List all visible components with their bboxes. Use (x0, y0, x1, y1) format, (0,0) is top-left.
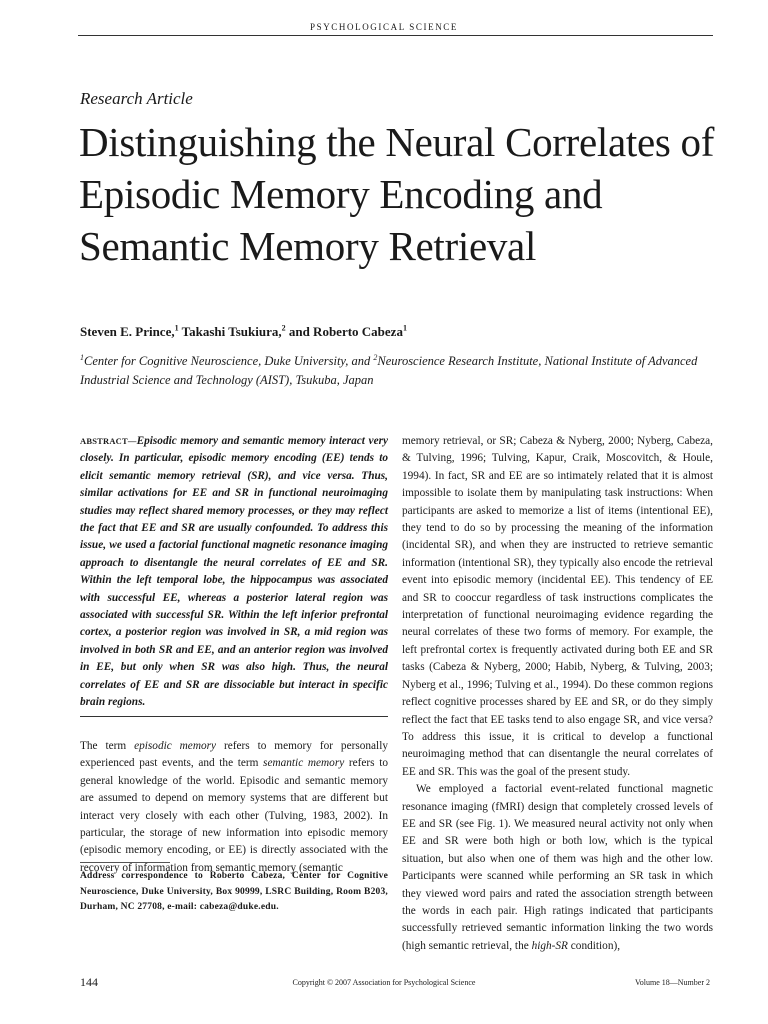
intro-paragraph (80, 738, 388, 877)
right-column (402, 433, 713, 955)
footnote-rule (80, 862, 170, 863)
abstract-rule (80, 716, 388, 717)
body-paragraph: memory retrieval, or SR; Cabeza & Nyberg, 2000; Nyberg, Cabeza, & Tulving, 1996; Tulving, Kapur, Craik, Moscovitch, & Houle, 1994). In fact, SR and EE are so intimately related that it is almost impossible to isolate them by manipulating task instructions: When participants are asked to memorize a list of items (intentional EE), they tend to do so by processing the meaning of the information (incidental SR), and when they are instructed to retrieve semantic information (intentional SR), they typically also encode the retrieval event into episodic memory (incidental EE). This tendency of EE and SR to cooccur regardless of task instructions complicates the interpretation of functional neuroimaging evidence regarding the neural correlates of these two forms of memory. For example, the left prefrontal cortex is frequently activated during both EE and SR tasks (Cabeza & Nyberg, 2000; Habib, Nyberg, & Tulving, 2003; Nyberg et al., 1996; Tulving et al., 1994). Do these common regions reflect cognitive processes shared by EE and SR, or do they simply reflect the fact that EE tasks tend to also engage SR, and vice versa? To address this issue, it is critical to develop a functional neuroimaging method that can disentangle the neural correlates of EE and SR. This was the goal of the present study. (402, 435, 713, 778)
article-type: Research Article (80, 89, 193, 108)
author-name: and Roberto Cabeza (288, 324, 403, 339)
condition-term: high-SR (531, 939, 568, 952)
affil-mark: 1 (80, 352, 84, 362)
author-name: Steven E. Prince, (80, 324, 175, 339)
text-run: refers to general knowledge of the world. Episodic and semantic memory are assumed to depend on memory systems that are different but interact very closely with each other (Tulving, 1983, 2002). In particular, the storage of new information into episodic memory (episodic memory encoding, or EE) is directly associated with the recovery of information from semantic memory (semantic (80, 757, 388, 874)
journal-name: PSYCHOLOGICAL SCIENCE (309, 22, 459, 32)
author-list (80, 324, 407, 340)
author-affil-mark: 1 (402, 323, 407, 333)
body-paragraph (402, 781, 713, 955)
intro-column (80, 738, 388, 877)
author-affil-mark: 1 (174, 323, 179, 333)
article-title: Distinguishing the Neural Correlates of Episodic Memory Encoding and Semantic Memory Retrieval (79, 119, 715, 269)
page-number: 144 (80, 975, 98, 989)
affil-mark: 2 (373, 352, 378, 362)
term-semantic-memory: semantic memory (263, 757, 345, 770)
affil-text: Neuroscience Research Institute, National Institute of Advanced Industrial Science and Technology (AIST), Tsukuba, Japan (80, 354, 698, 387)
abstract-text: Episodic memory and semantic memory interact very closely. In particular, episodic memory encoding (EE) tends to elicit semantic memory retrieval (SR), and vice versa. Thus, similar activations for EE and SR in functional neuroimaging studies may reflect shared memory processes, or they may reflect the fact that EE and SR are usually confounded. To address this issue, we used a factorial functional magnetic resonance imaging approach to disentangle the neural correlates of EE and SR. Within the left temporal lobe, the hippocampus was associated with successful EE, whereas a posterior lateral region was associated with successful SR. Within the left inferior prefrontal cortex, a posterior region was involved in SR, a mid region was involved in both SR and EE, and an anterior region was involved in EE, but only when SR was also high. Thus, the neural correlates of EE and SR are dissociable but interact in specific brain regions. (80, 435, 388, 709)
header-rule (78, 35, 713, 36)
affiliations (80, 352, 720, 390)
correspondence-footnote: Address correspondence to Roberto Cabeza, Center for Cognitive Neuroscience, Duke University, Box 90999, LSRC Building, Room B203, Durham, NC 27708, e-mail: cabeza@duke.edu. (80, 871, 388, 912)
term-episodic-memory: episodic memory (134, 740, 217, 752)
text-run: condition), (567, 939, 621, 952)
text-run: We employed a factorial event-related functional magnetic resonance imaging (fMRI) design that completely crossed levels of EE and SR (see Fig. 1). We measured neural activity not only when EE and SR were both high or both low, which is the typical situation, but also when one of them was high and the other low. Participants were scanned while performing an SR task in which they viewed word pairs and rated the association strength between the words in each pair. High ratings indicated that participants successfully retrieved semantic information linking the two words (high semantic retrieval, the (402, 783, 713, 952)
abstract-label: ABSTRACT— (80, 436, 137, 446)
text-run: The term (80, 740, 135, 752)
volume-number: Volume 18—Number 2 (635, 978, 710, 987)
affil-text: Center for Cognitive Neuroscience, Duke University, and (84, 354, 374, 368)
author-affil-mark: 2 (281, 323, 286, 333)
copyright: Copyright © 2007 Association for Psychological Science (292, 978, 476, 987)
author-name: Takashi Tsukiura, (181, 324, 282, 339)
text-run: refers to memory for personally experienced past events, and the term (80, 740, 388, 770)
abstract (80, 433, 388, 712)
